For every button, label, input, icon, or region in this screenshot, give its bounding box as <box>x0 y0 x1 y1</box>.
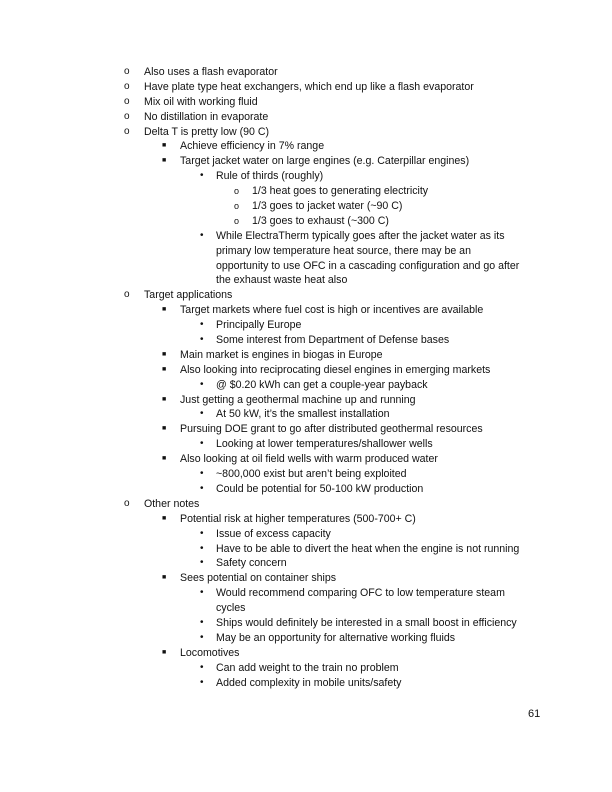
list-item-text: @ $0.20 kWh can get a couple-year payback <box>216 378 428 391</box>
list-item-text: Target jacket water on large engines (e.g. Caterpillar engines) <box>180 155 470 168</box>
list-item-text: Have plate type heat exchangers, which end up like a flash evaporator <box>144 80 474 93</box>
list-item <box>0 318 612 333</box>
list-item <box>0 259 612 274</box>
list-item-text: Delta T is pretty low (90 C) <box>144 125 270 138</box>
bullet-marker: • <box>200 542 204 554</box>
list-item <box>0 542 612 557</box>
document-body <box>0 65 612 690</box>
bullet-marker: • <box>200 408 204 420</box>
bullet-marker: o <box>124 497 130 509</box>
list-item <box>0 631 612 646</box>
list-item <box>0 482 612 497</box>
bullet-marker: ■ <box>162 306 167 314</box>
list-item <box>0 184 612 199</box>
bullet-marker: o <box>124 125 130 137</box>
list-item <box>0 527 612 542</box>
list-item-text: 1/3 heat goes to generating electricity <box>252 185 429 198</box>
list-item <box>0 110 612 125</box>
bullet-marker: ■ <box>162 648 167 656</box>
bullet-marker: • <box>200 170 204 182</box>
list-item-text: Also looking at oil field wells with warm produced water <box>180 453 438 466</box>
list-item <box>0 571 612 586</box>
bullet-marker: • <box>200 587 204 599</box>
list-item <box>0 378 612 393</box>
bullet-marker: • <box>200 661 204 673</box>
bullet-marker: • <box>200 229 204 241</box>
bullet-marker: • <box>200 438 204 450</box>
bullet-marker: • <box>200 378 204 390</box>
list-item <box>0 348 612 363</box>
list-item <box>0 125 612 140</box>
list-item <box>0 422 612 437</box>
list-item-text: Sees potential on container ships <box>180 572 337 585</box>
list-item-text: 1/3 goes to jacket water (~90 C) <box>252 200 403 213</box>
list-item-text: Safety concern <box>216 557 287 570</box>
list-item <box>0 95 612 110</box>
list-item-text: 1/3 goes to exhaust (~300 C) <box>252 214 389 227</box>
bullet-marker: • <box>200 319 204 331</box>
bullet-marker: • <box>200 482 204 494</box>
list-item-text: Can add weight to the train no problem <box>216 661 399 674</box>
list-item-text: ~800,000 exist but aren’t being exploited <box>216 468 407 481</box>
bullet-marker: ■ <box>162 350 167 358</box>
bullet-marker: o <box>234 215 240 226</box>
list-item-text: Ships would definitely be interested in a small boost in efficiency <box>216 616 517 629</box>
list-item <box>0 288 612 303</box>
list-item <box>0 169 612 184</box>
list-item-text: Some interest from Department of Defense bases <box>216 334 450 347</box>
page-number: 61 <box>528 708 541 720</box>
list-item <box>0 273 612 288</box>
list-item-text: cycles <box>216 602 246 615</box>
list-item <box>0 601 612 616</box>
list-item-text: Also looking into reciprocating diesel engines in emerging markets <box>180 363 491 376</box>
bullet-marker: • <box>200 468 204 480</box>
list-item <box>0 333 612 348</box>
bullet-marker: o <box>124 110 130 122</box>
list-item <box>0 199 612 214</box>
list-item <box>0 244 612 259</box>
list-item-text: primary low temperature heat source, there may be an <box>216 244 471 257</box>
bullet-marker: • <box>200 557 204 569</box>
list-item-text: While ElectraTherm typically goes after the jacket water as its <box>216 229 505 242</box>
list-item <box>0 407 612 422</box>
list-item-text: Mix oil with working fluid <box>144 95 258 108</box>
list-item <box>0 452 612 467</box>
list-item-text: Just getting a geothermal machine up and running <box>180 393 416 406</box>
bullet-marker: • <box>200 527 204 539</box>
list-item <box>0 437 612 452</box>
list-item-text: Would recommend comparing OFC to low temperature steam <box>216 587 505 600</box>
bullet-marker: ■ <box>162 365 167 373</box>
list-item <box>0 646 612 661</box>
bullet-marker: ■ <box>162 574 167 582</box>
list-item-text: opportunity to use OFC in a cascading configuration and go after <box>216 259 520 272</box>
bullet-marker: ■ <box>162 142 167 150</box>
list-item-text: Have to be able to divert the heat when the engine is not running <box>216 542 520 555</box>
bullet-marker: o <box>124 289 130 301</box>
list-item <box>0 229 612 244</box>
list-item <box>0 676 612 691</box>
list-item-text: Other notes <box>144 497 200 510</box>
list-item <box>0 214 612 229</box>
bullet-marker: o <box>124 66 130 77</box>
bullet-marker: • <box>200 334 204 346</box>
list-item-text: Potential risk at higher temperatures (500-700+ C) <box>180 512 416 525</box>
bullet-marker: o <box>234 186 240 197</box>
list-item-text: Main market is engines in biogas in Europe <box>180 348 383 361</box>
list-item <box>0 497 612 512</box>
list-item <box>0 586 612 601</box>
list-item-text: Principally Europe <box>216 319 302 332</box>
bullet-marker: • <box>200 616 204 628</box>
list-item-text: Could be potential for 50-100 kW production <box>216 482 424 495</box>
list-item-text: Looking at lower temperatures/shallower wells <box>216 438 433 451</box>
list-item-text: Target applications <box>144 289 233 302</box>
list-item <box>0 80 612 95</box>
bullet-marker: ■ <box>162 455 167 463</box>
bullet-marker: o <box>234 201 240 212</box>
list-item-text: Added complexity in mobile units/safety <box>216 676 402 689</box>
list-item-text: Target markets where fuel cost is high or incentives are available <box>180 304 484 317</box>
list-item-text: the exhaust waste heat also <box>216 274 348 287</box>
list-item <box>0 512 612 527</box>
bullet-marker: ■ <box>162 514 167 522</box>
list-item-text: Locomotives <box>180 646 240 659</box>
list-item <box>0 661 612 676</box>
bullet-marker: • <box>200 631 204 643</box>
bullet-marker: ■ <box>162 425 167 433</box>
list-item-text: Issue of excess capacity <box>216 527 331 540</box>
list-item-text: Achieve efficiency in 7% range <box>180 140 325 153</box>
bullet-marker: o <box>124 80 130 92</box>
list-item <box>0 363 612 378</box>
bullet-marker: ■ <box>162 395 167 403</box>
list-item-text: At 50 kW, it’s the smallest installation <box>216 408 390 421</box>
list-item-text: May be an opportunity for alternative working fluids <box>216 631 456 644</box>
list-item-text: No distillation in evaporate <box>144 110 269 123</box>
list-item <box>0 65 612 80</box>
bullet-marker: o <box>124 95 130 107</box>
list-item <box>0 393 612 408</box>
list-item <box>0 139 612 154</box>
list-item-text: Also uses a flash evaporator <box>144 66 278 78</box>
list-item <box>0 467 612 482</box>
list-item <box>0 616 612 631</box>
list-item <box>0 303 612 318</box>
list-item-text: Rule of thirds (roughly) <box>216 170 324 183</box>
list-item <box>0 154 612 169</box>
bullet-marker: • <box>200 676 204 688</box>
bullet-marker: ■ <box>162 157 167 165</box>
list-item <box>0 556 612 571</box>
list-item-text: Pursuing DOE grant to go after distributed geothermal resources <box>180 423 483 436</box>
